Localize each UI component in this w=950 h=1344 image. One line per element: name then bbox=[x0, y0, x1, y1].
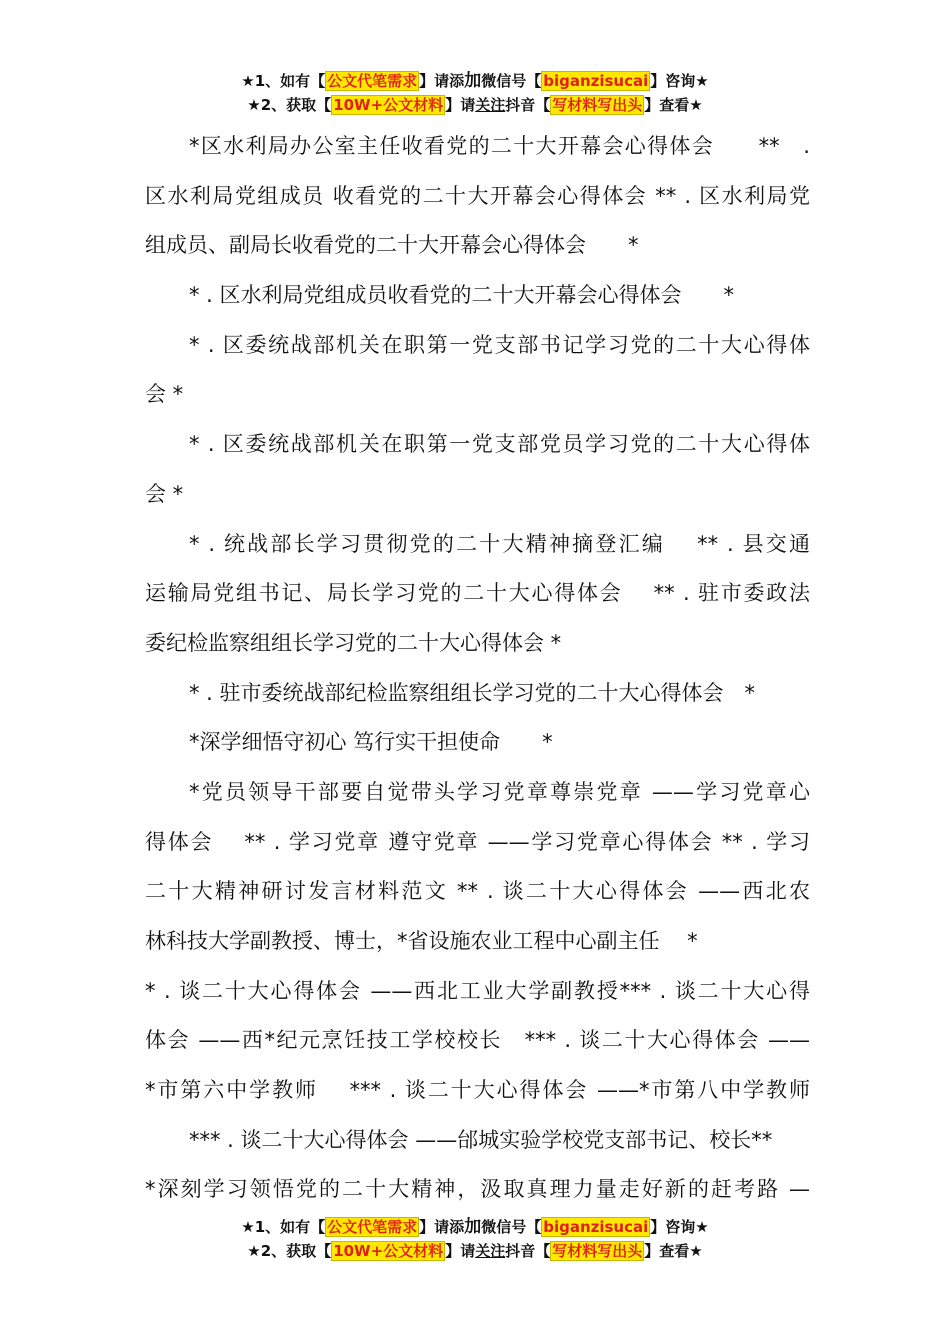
text-line: 会 * bbox=[145, 481, 184, 506]
banner-text: 】请 bbox=[445, 1242, 476, 1260]
banner-text: 】请 bbox=[445, 96, 476, 114]
banner-line-1 bbox=[0, 1216, 950, 1240]
banner-text: 】查看★ bbox=[644, 1242, 703, 1260]
text-line: * . 区水利局党组成员收看党的二十大开幕会心得体会 * bbox=[189, 283, 735, 308]
text-line: * . 谈二十大心得体会 ——西北工业大学副教授*** . 谈二十大心得 bbox=[145, 978, 810, 1003]
highlight-douyin: 写材料写出头 bbox=[552, 1242, 643, 1260]
banner-text: 】咨询★ bbox=[650, 1218, 709, 1236]
text-line: 区水利局党组成员 收看党的二十大开幕会心得体会 ** . 区水利局党 bbox=[145, 183, 810, 208]
bottom-banner bbox=[0, 1216, 950, 1264]
highlight-service: 公文代笔需求 bbox=[327, 72, 418, 90]
banner-text: ★2、获取【 bbox=[247, 96, 332, 114]
text-line: * . 区委统战部机关在职第一党支部书记学习党的二十大心得体 bbox=[189, 332, 810, 357]
highlight-materials: 10W+公文材料 bbox=[333, 96, 444, 114]
text-line: 二十大精神研讨发言材料范文 ** . 谈二十大心得体会 ——西北农 bbox=[145, 879, 810, 904]
banner-text: 抖音【 bbox=[505, 1242, 551, 1260]
text-line: * . 驻市委统战部纪检监察组组长学习党的二十大心得体会 * bbox=[189, 680, 756, 705]
banner-emphasis: 加 bbox=[464, 71, 482, 91]
banner-text: 抖音【 bbox=[505, 96, 551, 114]
text-line: *区水利局办公室主任收看党的二十大开幕会心得体会 ** . bbox=[189, 134, 810, 158]
banner-emphasis: 关注 bbox=[475, 96, 506, 114]
banner-text: 】咨询★ bbox=[650, 72, 709, 90]
text-line: *深刻学习领悟党的二十大精神，汲取真理力量走好新的赶考路 — bbox=[145, 1177, 810, 1202]
text-line: 委纪检监察组组长学习党的二十大心得体会 * bbox=[145, 630, 562, 655]
banner-line-2 bbox=[0, 1240, 950, 1264]
text-line: *深学细悟守初心 笃行实干担使命 * bbox=[189, 730, 553, 755]
highlight-wechat-id: biganzisucai bbox=[543, 1218, 649, 1236]
text-line: * . 统战部长学习贯彻党的二十大精神摘登汇编 ** . 县交通 bbox=[189, 531, 810, 556]
document-body bbox=[145, 122, 810, 1215]
banner-text: 】请添 bbox=[419, 1218, 465, 1236]
banner-line-2 bbox=[0, 94, 950, 118]
text-line: 林科技大学副教授、博士，*省设施农业工程中心副主任 * bbox=[145, 929, 698, 953]
banner-text: 微信号【 bbox=[481, 1218, 542, 1236]
banner-text: 微信号【 bbox=[481, 72, 542, 90]
banner-text: 】查看★ bbox=[644, 96, 703, 114]
highlight-wechat-id: biganzisucai bbox=[543, 72, 649, 90]
banner-emphasis: 加 bbox=[464, 1217, 482, 1237]
text-line: *** . 谈二十大心得体会 ——邰城实验学校党支部书记、校长** bbox=[189, 1127, 773, 1152]
banner-text: ★1、如有【 bbox=[241, 72, 326, 90]
banner-text: 】请添 bbox=[419, 72, 465, 90]
highlight-service: 公文代笔需求 bbox=[327, 1218, 418, 1236]
text-line: * . 区委统战部机关在职第一党支部党员学习党的二十大心得体 bbox=[189, 432, 810, 457]
highlight-materials: 10W+公文材料 bbox=[333, 1242, 444, 1260]
banner-line-1 bbox=[0, 70, 950, 94]
text-line: 会 * bbox=[145, 382, 184, 407]
text-line: 得体会 ** . 学习党章 遵守党章 ——学习党章心得体会 ** . 学习 bbox=[145, 829, 810, 854]
text-line: *市第六中学教师 *** . 谈二十大心得体会 ——*市第八中学教师 bbox=[145, 1078, 810, 1103]
banner-text: ★2、获取【 bbox=[247, 1242, 332, 1260]
banner-emphasis: 关注 bbox=[475, 1242, 506, 1260]
highlight-douyin: 写材料写出头 bbox=[552, 96, 643, 114]
text-line: 组成员、副局长收看党的二十大开幕会心得体会 * bbox=[145, 233, 639, 258]
text-line: 运输局党组书记、局长学习党的二十大心得体会 ** . 驻市委政法 bbox=[145, 581, 810, 606]
text-line: 体会 ——西*纪元烹饪技工学校校长 *** . 谈二十大心得体会 —— bbox=[145, 1028, 810, 1053]
banner-text: ★1、如有【 bbox=[241, 1218, 326, 1236]
text-line: *党员领导干部要自觉带头学习党章尊崇党章 ——学习党章心 bbox=[189, 779, 810, 804]
top-banner bbox=[0, 70, 950, 118]
